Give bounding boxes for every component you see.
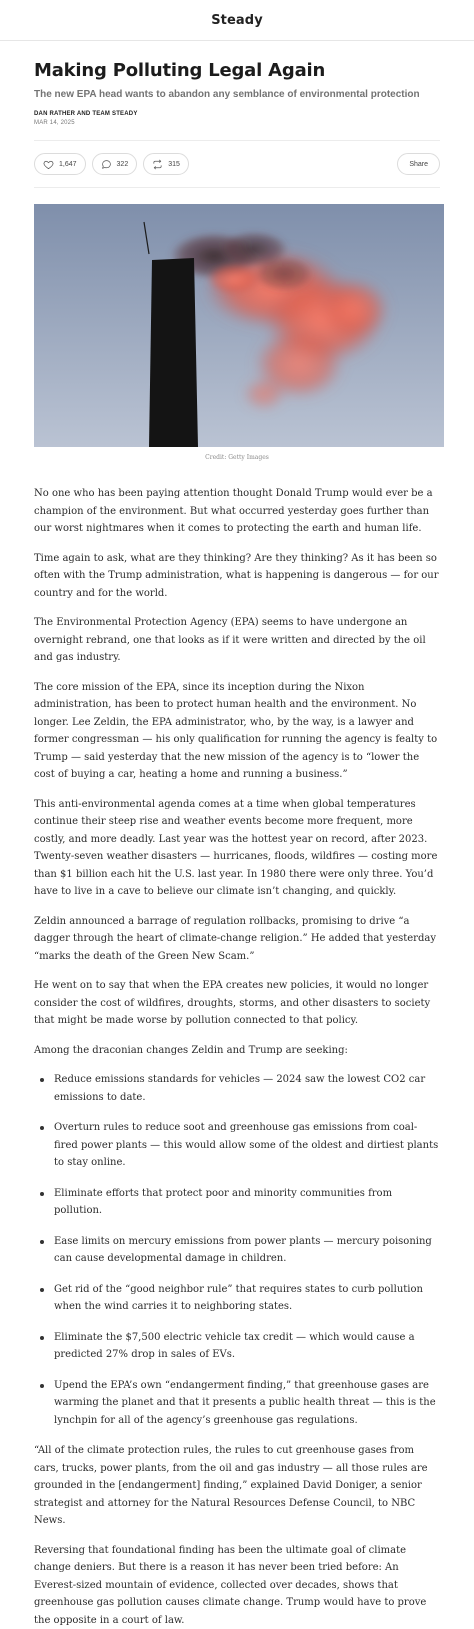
paragraph: No one who has been paying attention thought Donald Trump would ever be a champion of the environment. But what occurred yesterday goes further than our worst nightmares when it comes to protecting the earth and human life.	[34, 485, 440, 538]
restack-button[interactable]	[143, 153, 189, 175]
post-date: MAR 14, 2025	[34, 120, 440, 126]
paragraph: The Environmental Protection Agency (EPA) seems to have undergone an overnight rebrand, one that looks as if it were written and directed by the oil and gas industry.	[34, 614, 440, 667]
image-caption: Credit: Getty Images	[34, 454, 440, 461]
list-item: Get rid of the “good neighbor rule” that requires states to curb pollution when the wind carries it to neighboring states.	[34, 1281, 440, 1316]
paragraph: “All of the climate protection rules, the rules to cut greenhouse gases from cars, trucks, power plants, from the oil and gas industry — all those rules are grounded in the [endangerment] finding,” explained David Doniger, a senior strategist and attorney for the Natural Resources Defense Council, to NBC News.	[34, 1442, 440, 1530]
like-count: 1,647	[59, 161, 77, 168]
list-item: Eliminate the $7,500 electric vehicle tax credit — which would cause a predicted 27% drop in sales of EVs.	[34, 1329, 440, 1364]
list-item: Upend the EPA’s own “endangerment finding,” that greenhouse gases are warming the planet and that it presents a public health threat — this is the lynchpin for all of the agency’s greenhouse gas regulations.	[34, 1377, 440, 1430]
post-container	[0, 60, 474, 1629]
paragraph: The core mission of the EPA, since its inception during the Nixon administration, has been to protect human health and the environment. No longer. Lee Zeldin, the EPA administrator, who, by the way, is a lawyer and former congressman — his only qualification for running the agency is fealty to Trump — said yesterday that the new mission of the agency is to “lower the cost of buying a car, heating a home and running a business.”	[34, 679, 440, 784]
paragraph: Time again to ask, what are they thinking? Are they thinking? As it has been so often with the Trump administration, what is happening is dangerous — for our country and for the world.	[34, 550, 440, 603]
list-item: Overturn rules to reduce soot and greenhouse gas emissions from coal-fired power plants — this would allow some of the oldest and dirtiest plants to stay online.	[34, 1119, 440, 1172]
list-item: Eliminate efforts that protect poor and minority communities from pollution.	[34, 1185, 440, 1220]
paragraph: Reversing that foundational finding has been the ultimate goal of climate change deniers. But there is a reason it has never been tried before: An Everest-sized mountain of evidence, collected over decades, shows that greenhouse gas pollution causes climate change. Trump would have to prove the opposite in a court of law.	[34, 1542, 440, 1629]
post-actions-bar	[34, 140, 440, 188]
restack-count: 315	[168, 161, 180, 168]
list-item: Ease limits on mercury emissions from power plants — mercury poisoning can cause developmental damage in children.	[34, 1233, 440, 1268]
bullet-list	[34, 1071, 440, 1429]
comment-count: 322	[117, 161, 129, 168]
list-item: Reduce emissions standards for vehicles — 2024 saw the lowest CO2 car emissions to date.	[34, 1071, 440, 1106]
post-title: Making Polluting Legal Again	[34, 60, 440, 82]
paragraph: Zeldin announced a barrage of regulation rollbacks, promising to drive “a dagger through the heart of climate-change religion.” He added that yesterday “marks the death of the Green New Scam.”	[34, 913, 440, 966]
restack-icon	[152, 159, 163, 170]
hero-image[interactable]	[34, 204, 444, 447]
heart-icon	[43, 159, 54, 170]
share-button[interactable]: Share	[397, 153, 440, 175]
comment-bubble-icon	[101, 159, 112, 170]
post-subtitle: The new EPA head wants to abandon any semblance of environmental protection	[34, 88, 440, 101]
paragraph: Among the draconian changes Zeldin and Trump are seeking:	[34, 1042, 440, 1060]
post-body	[34, 485, 440, 1629]
comment-button[interactable]	[92, 153, 138, 175]
post-author[interactable]: DAN RATHER AND TEAM STEADY	[34, 111, 440, 117]
like-button[interactable]	[34, 153, 86, 175]
top-bar	[0, 0, 474, 41]
paragraph: This anti-environmental agenda comes at a time when global temperatures continue their steep rise and weather events become more frequent, more costly, and more deadly. Last year was the hottest year on record, after 2023. Twenty-seven weather disasters — hurricanes, floods, wildfires — costing more than $1 billion each hit the U.S. last year. In 1980 there were only three. You’d have to live in a cave to believe our climate isn’t changing, and quickly.	[34, 796, 440, 901]
publication-name[interactable]: Steady	[211, 13, 263, 28]
post-action-group	[34, 153, 189, 175]
paragraph: He went on to say that when the EPA creates new policies, it would no longer consider the cost of wildfires, droughts, storms, and other disasters to society that might be made worse by pollution connected to that policy.	[34, 977, 440, 1030]
smokestack-photo-icon	[34, 204, 444, 447]
